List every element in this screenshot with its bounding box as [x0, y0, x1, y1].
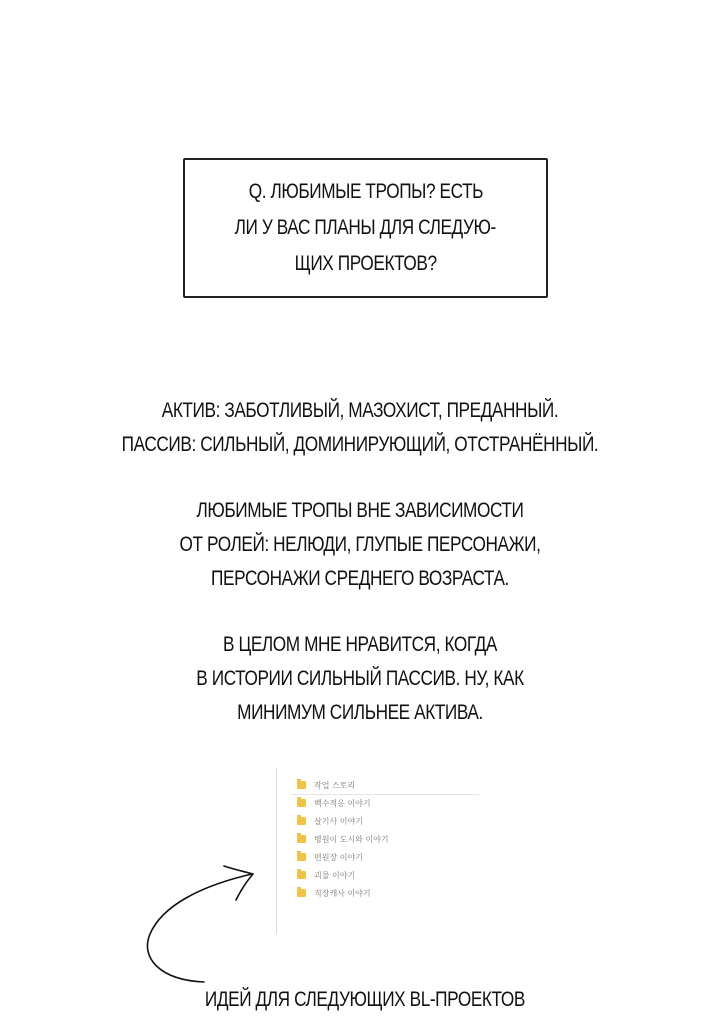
caption	[0, 984, 720, 1016]
answer-line: МИНИМУМ СИЛЬНЕЕ АКТИВА.	[237, 701, 483, 724]
folder-label: 병원이 도시와 이야기	[314, 834, 389, 844]
folder-item[interactable]	[297, 850, 363, 864]
question-line-2: ЛИ У ВАС ПЛАНЫ ДЛЯ СЛЕДУЮ-	[234, 216, 497, 239]
folder-item[interactable]	[297, 886, 371, 900]
folder-label: 편원장 이야기	[314, 852, 363, 862]
question-line-1: Q. ЛЮБИМЫЕ ТРОПЫ? ЕСТЬ	[248, 180, 483, 203]
folder-item[interactable]	[297, 778, 355, 792]
answer-line: АКТИВ: ЗАБОТЛИВЫЙ, МАЗОХИСТ, ПРЕДАННЫЙ.	[161, 399, 559, 422]
folder-icon	[297, 853, 306, 861]
folder-icon	[297, 835, 306, 843]
answer-line: В ЦЕЛОМ МНЕ НРАВИТСЯ, КОГДА	[223, 633, 497, 656]
curved-arrow-icon	[140, 858, 270, 988]
question-line-3: ЩИХ ПРОЕКТОВ?	[294, 252, 437, 275]
folder-label: 직장캐사 이야기	[314, 888, 371, 898]
folder-item[interactable]	[297, 832, 389, 846]
answer-paragraph-tropes	[0, 494, 720, 596]
folder-label: 살기사 이야기	[314, 816, 363, 826]
question-box	[183, 158, 548, 298]
folder-icon	[297, 781, 306, 789]
caption-text: ИДЕЙ ДЛЯ СЛЕДУЮЩИХ BL-ПРОЕКТОВ	[204, 988, 525, 1011]
answer-line: ПЕРСОНАЖИ СРЕДНЕГО ВОЗРАСТА.	[211, 567, 509, 590]
folder-label: 괴물 이야기	[314, 870, 356, 880]
answer-line: В ИСТОРИИ СИЛЬНЫЙ ПАССИВ. НУ, КАК	[196, 667, 524, 690]
folder-icon	[297, 871, 306, 879]
folder-icon	[297, 817, 306, 825]
folder-item[interactable]	[297, 868, 355, 882]
answer-line: ЛЮБИМЫЕ ТРОПЫ ВНЕ ЗАВИСИМОСТИ	[196, 499, 524, 522]
answer-paragraph-roles	[0, 394, 720, 462]
folder-icon	[297, 799, 306, 807]
answer-line: ОТ РОЛЕЙ: НЕЛЮДИ, ГЛУПЫЕ ПЕРСОНАЖИ,	[179, 533, 541, 556]
folder-icon	[297, 889, 306, 897]
answer-paragraph-preference	[0, 628, 720, 730]
folder-item[interactable]	[297, 796, 371, 810]
folder-label: 백수적응 이야기	[314, 798, 371, 808]
folder-label: 작업 스토리	[314, 780, 356, 790]
folder-list-screenshot	[276, 768, 479, 934]
answer-line: ПАССИВ: СИЛЬНЫЙ, ДОМИНИРУЮЩИЙ, ОТСТРАНЁННЫЙ.	[121, 433, 599, 456]
folder-item[interactable]	[297, 814, 363, 828]
